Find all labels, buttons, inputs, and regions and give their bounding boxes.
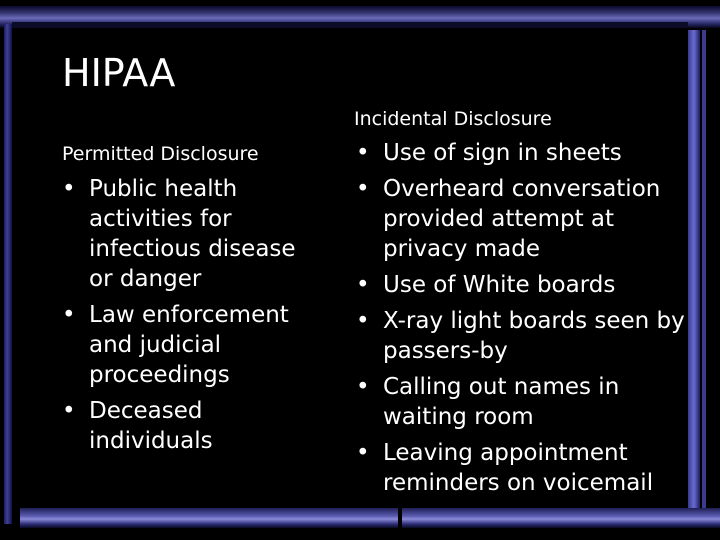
bullet-icon: •	[356, 308, 370, 334]
list-item-text: Use of sign in sheets	[383, 140, 622, 166]
frame-top-inner	[12, 22, 688, 28]
list-item-text: Law enforcement and judicial proceedings	[89, 302, 289, 388]
list-item	[356, 270, 702, 300]
frame-bottom-gap	[398, 508, 402, 530]
list-item-text: Leaving appointment reminders on voicemail	[383, 440, 654, 496]
list-item-text: Calling out names in waiting room	[383, 374, 620, 430]
bullet-icon: •	[356, 440, 370, 466]
list-item-text: Public health activities for infectious disease or danger	[89, 176, 296, 292]
slide-title: HIPAA	[62, 51, 176, 95]
frame-left-bar	[4, 24, 12, 524]
list-item	[62, 300, 312, 390]
bullet-icon: •	[62, 302, 76, 328]
list-item-text: Use of White boards	[383, 272, 616, 298]
list-item	[356, 306, 702, 366]
frame-right-bar-thin	[702, 30, 706, 518]
list-item	[356, 138, 702, 168]
permitted-disclosure-heading: Permitted Disclosure	[62, 143, 259, 165]
bullet-icon: •	[62, 176, 76, 202]
bullet-icon: •	[356, 176, 370, 202]
incidental-disclosure-heading: Incidental Disclosure	[354, 108, 552, 130]
incidental-disclosure-list	[356, 138, 702, 504]
list-item	[356, 174, 702, 264]
frame-bottom-bar	[20, 508, 720, 528]
list-item	[62, 174, 312, 294]
list-item	[62, 396, 312, 456]
bullet-icon: •	[356, 374, 370, 400]
list-item-text: X-ray light boards seen by passers-by	[383, 308, 685, 364]
bullet-icon: •	[356, 272, 370, 298]
list-item	[356, 372, 702, 432]
list-item-text: Deceased individuals	[89, 398, 213, 454]
permitted-disclosure-list	[62, 174, 312, 462]
bullet-icon: •	[356, 140, 370, 166]
bullet-icon: •	[62, 398, 76, 424]
list-item-text: Overheard conversation provided attempt at privacy made	[383, 176, 661, 262]
list-item	[356, 438, 702, 498]
